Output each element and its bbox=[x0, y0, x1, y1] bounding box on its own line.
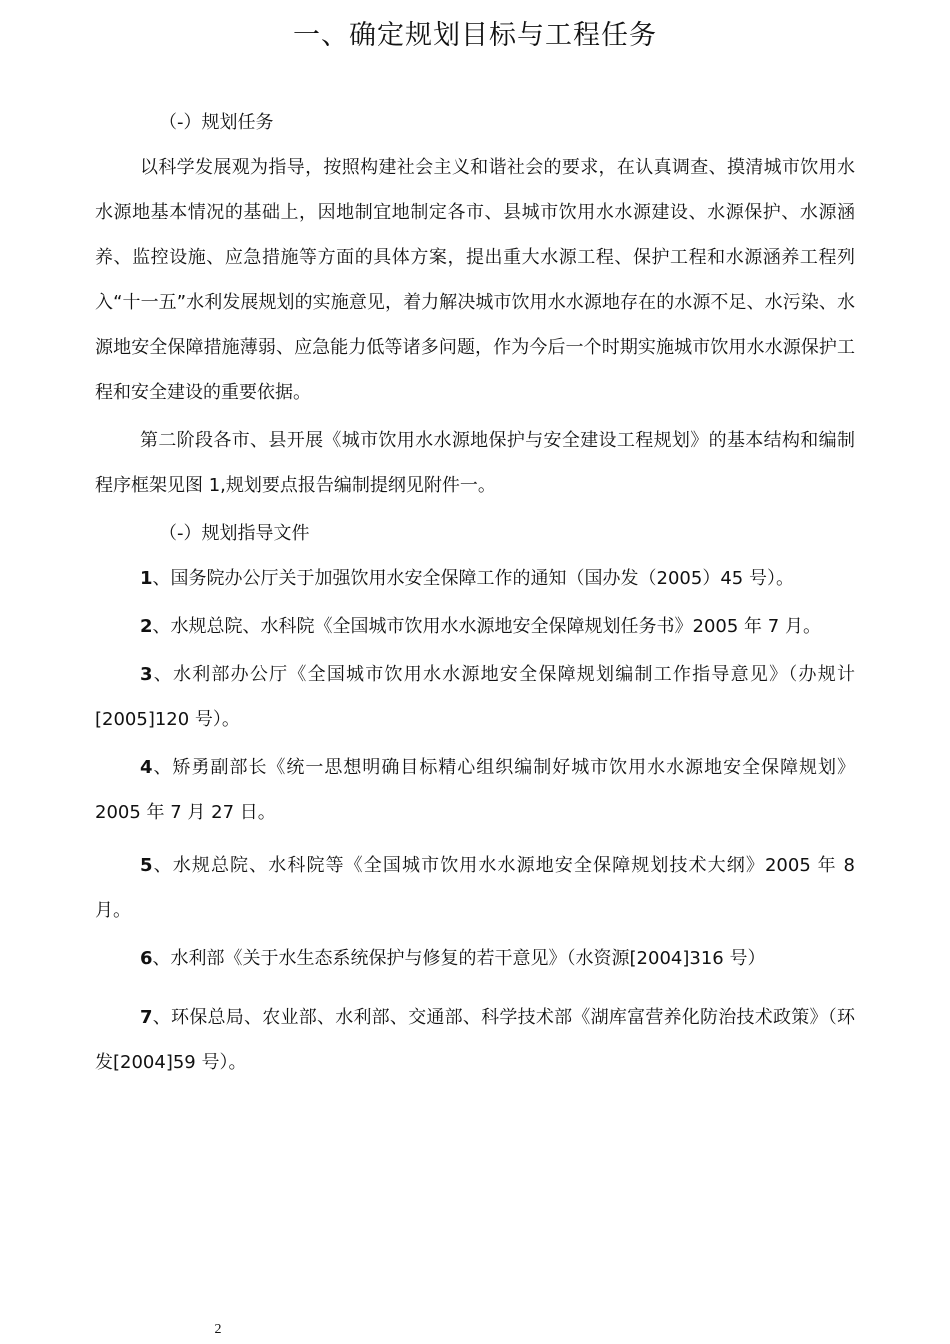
reference-number: 7 bbox=[140, 1007, 153, 1028]
reference-number: 1 bbox=[140, 568, 153, 589]
reference-item-6 bbox=[95, 936, 855, 981]
reference-item-5 bbox=[95, 843, 855, 933]
reference-text: 、水利部办公厅《全国城市饮用水水源地安全保障规划编制工作指导意见》（办规计[2005]120 号）。 bbox=[95, 664, 855, 730]
reference-item-4 bbox=[95, 745, 855, 835]
reference-text: 、水利部《关于水生态系统保护与修复的若干意见》（水资源[2004]316 号） bbox=[152, 948, 766, 969]
reference-text: 、环保总局、农业部、水利部、交通部、科学技术部《湖库富营养化防治技术政策》（环发[2004]59 号）。 bbox=[95, 1007, 855, 1073]
reference-text: 、水规总院、水科院《全国城市饮用水水源地安全保障规划任务书》2005 年 7 月。 bbox=[152, 616, 821, 637]
paragraph-stage-two: 第二阶段各市、县开展《城市饮用水水源地保护与安全建设工程规划》的基本结构和编制程序框架见图 1,规划要点报告编制提纲见附件一。 bbox=[95, 430, 855, 496]
reference-item-2 bbox=[95, 604, 855, 649]
page-title: 一、确定规划目标与工程任务 bbox=[293, 20, 657, 51]
reference-item-3 bbox=[95, 652, 855, 742]
reference-number: 4 bbox=[140, 757, 153, 778]
section-heading-guidance-documents: （-）规划指导文件 bbox=[159, 523, 310, 544]
document-body bbox=[95, 100, 855, 1085]
reference-number: 3 bbox=[140, 664, 153, 685]
paragraph-planning-tasks: 以科学发展观为指导，按照构建社会主义和谐社会的要求，在认真调查、摸清城市饮用水水源地基本情况的基础上，因地制宜地制定各市、县城市饮用水水源建设、水源保护、水源涵养、监控设施、应急措施等方面的具体方案，提出重大水源工程、保护工程和水源涵养工程列入“十一五”水利发展规划的实施意见，着力解决城市饮用水水源地存在的水源不足、水污染、水源地安全保障措施薄弱、应急能力低等诸多问题，作为今后一个时期实施城市饮用水水源保护工程和安全建设的重要依据。 bbox=[95, 157, 855, 403]
reference-number: 2 bbox=[140, 616, 153, 637]
reference-number: 6 bbox=[140, 948, 153, 969]
reference-text: 、国务院办公厅关于加强饮用水安全保障工作的通知（国办发（2005）45 号）。 bbox=[152, 568, 794, 589]
reference-text: 、水规总院、水科院等《全国城市饮用水水源地安全保障规划技术大纲》2005 年 8 月。 bbox=[95, 855, 855, 921]
section-heading-planning-tasks: （-）规划任务 bbox=[159, 112, 274, 133]
page-number: 2 bbox=[214, 1322, 222, 1337]
reference-item-7 bbox=[95, 995, 855, 1085]
reference-text: 、矫勇副部长《统一思想明确目标精心组织编制好城市饮用水水源地安全保障规划》2005 年 7 月 27 日。 bbox=[95, 757, 855, 823]
reference-number: 5 bbox=[140, 855, 153, 876]
reference-item-1 bbox=[95, 556, 855, 601]
